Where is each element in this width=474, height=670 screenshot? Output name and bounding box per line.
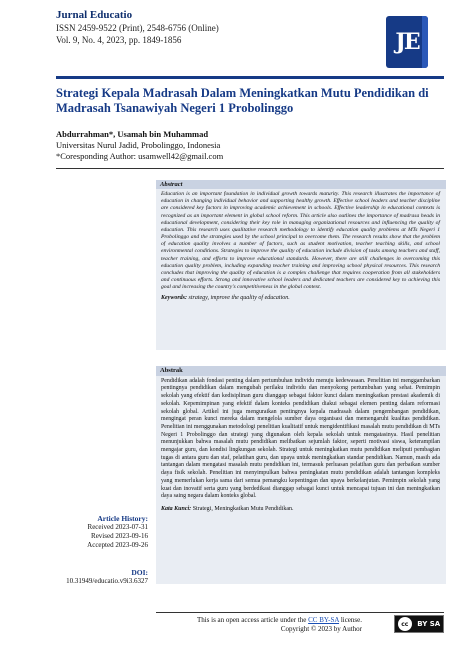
- journal-name: Jurnal Educatio: [56, 9, 133, 21]
- kata-kunci-line: [156, 501, 446, 514]
- header-divider: [56, 76, 444, 79]
- doi-block: [56, 568, 148, 586]
- cc-icon: cc: [398, 617, 412, 631]
- keywords-line: [156, 291, 446, 302]
- journal-header: [56, 8, 416, 46]
- volume-line: Vol. 9, No. 4, 2023, pp. 1849-1856: [56, 35, 182, 45]
- doi-label: DOI:: [131, 568, 148, 577]
- logo-stripe: [422, 16, 428, 68]
- doi-value[interactable]: 10.31949/educatio.v9i3.6327: [66, 577, 148, 585]
- license-footer: [156, 616, 362, 634]
- kata-kunci-text: Strategi, Meningkatkan Mutu Pendidikan.: [191, 505, 294, 512]
- license-suffix: license.: [339, 616, 362, 624]
- copyright-line: Copyright © 2023 by Author: [280, 625, 362, 633]
- abstrak-text: Pendidikan adalah fondasi penting dalam pertumbuhan individu menuju kedewasaan. Penelitian ini menggambarkan pentingnya pendidikan dalam mengubah perilaku individu dan menyokong pertumbuhan yang sehat. Pemimpin sekolah yang efektif dan kedisiplinan guru dianggap sebagai faktor kunci dalam meningkatkan prestasi akademik di sekolah. Kepemimpinan yang efektif dalam konteks pendidikan diakui sebagai elemen penting dalam reformasi sekolah global. Artikel ini juga menguraikan pentingnya kepala madrasah dalam pengembangan pendidikan, mengingat peran kunci mereka dalam mengelola sumber daya organisasi dan memengaruhi kualitas pendidikan. Penelitian ini menggunakan metodologi penelitian kualitatif untuk mengidentifikasi masalah mutu pendidikan di MTs Negeri 1 Probolinggo dan strategi yang digunakan oleh kepala sekolah untuk mengatasinya. Hasil penelitian menunjukkan bahwa masalah mutu pendidikan melibatkan sejumlah faktor, seperti motivasi siswa, keterampilan mengajar guru, dan kondisi lingkungan sekolah. Strategi untuk meningkatkan mutu pendidikan meliputi pembagian tugas di antara guru dan staf, pelatihan guru, dan upaya untuk meningkatkan standar pendidikan. Namun, masih ada tantangan dalam mengatasi masalah mutu pendidikan ini, termasuk perluasan pelatihan guru dan perbaikan sumber daya fisik sekolah. Penelitian ini menyimpulkan bahwa peningkatan mutu pendidikan adalah tantangan kompleks yang memerlukan kerja sama dari semua pemangku kepentingan dan upaya berkelanjutan. Pemimpin sekolah yang kuat dan inovatif serta guru yang berdedikasi dianggap sebagai kunci untuk mencapai tujuan ini dan meningkatkan daya saing negara dalam konteks global.: [161, 377, 440, 500]
- cc-badge-text: BY SA: [417, 620, 441, 628]
- author-block: [56, 129, 448, 162]
- license-link[interactable]: CC BY-SA: [308, 616, 340, 624]
- license-prefix: This is an open access article under the: [196, 616, 309, 624]
- article-history: [56, 514, 148, 550]
- kata-kunci-label: Kata Kunci:: [161, 505, 192, 512]
- corresponding-author: *Coresponding Author: usamwell42@gmail.com: [56, 151, 224, 161]
- journal-logo: [386, 16, 428, 68]
- abstract-text: Education is an important foundation in individual growth towards maturity. This research illustrates the importance of education in changing individual behavior and supporting healthy growth. Effective school leaders and teacher discipline are considered key factors in improving academic achievement in schools. Effective leadership in educational contexts is recognized as an important element in global school reform. This article also outlines the importance of madrasa heads in educational development, considering their key role in managing organizational resources and influencing the quality of education. This research uses qualitative research methodology to identify education quality problems at MTs Negeri 1 Probolinggo and the strategies used by the school principal to overcome them. The research results show that the problem of education quality involves a number of factors, such as student motivation, teacher teaching skills, and school environmental conditions. Strategies to improve the quality of education include division of tasks among teachers and staff, teacher training, and efforts to improve educational standards. However, there are still challenges in overcoming this education quality problem, including expanding teacher training and improving school physical resources. This research concludes that improving the quality of education is a complex challenge that requires cooperation from all stakeholders and continuous efforts. Strong and innovative school leaders and dedicated teachers are considered key to achieving this goal and increasing the country's competitiveness in the global context.: [161, 191, 440, 291]
- cc-by-sa-badge[interactable]: [394, 615, 444, 633]
- article-title: Strategi Kepala Madrasah Dalam Meningkatkan Mutu Pendidikan di Madrasah Tsanawiyah Negeri 1 Probolinggo: [56, 86, 429, 115]
- abstract-indonesian: [156, 366, 446, 584]
- affiliation: Universitas Nurul Jadid, Probolinggo, Indonesia: [56, 140, 221, 150]
- keywords-text: strategy, improve the quality of education.: [187, 295, 290, 302]
- revised-date: Revised 2023-09-16: [91, 532, 148, 540]
- issn-line: ISSN 2459-9522 (Print), 2548-6756 (Online): [56, 23, 219, 33]
- author-divider: [56, 168, 444, 169]
- abstrak-heading: Abstrak: [156, 366, 446, 376]
- abstract-english: [156, 180, 446, 350]
- keywords-label: Keywords:: [161, 295, 187, 302]
- received-date: Received 2023-07-31: [87, 523, 148, 531]
- footer-divider: [156, 612, 444, 613]
- author-names: Abdurrahman*, Usamah bin Muhammad: [56, 129, 209, 139]
- abstract-heading: Abstract: [156, 180, 446, 189]
- article-history-label: Article History:: [97, 514, 148, 523]
- logo-text: JE: [395, 29, 419, 55]
- license-line: [156, 616, 362, 625]
- accepted-date: Accepted 2023-09-26: [87, 541, 148, 549]
